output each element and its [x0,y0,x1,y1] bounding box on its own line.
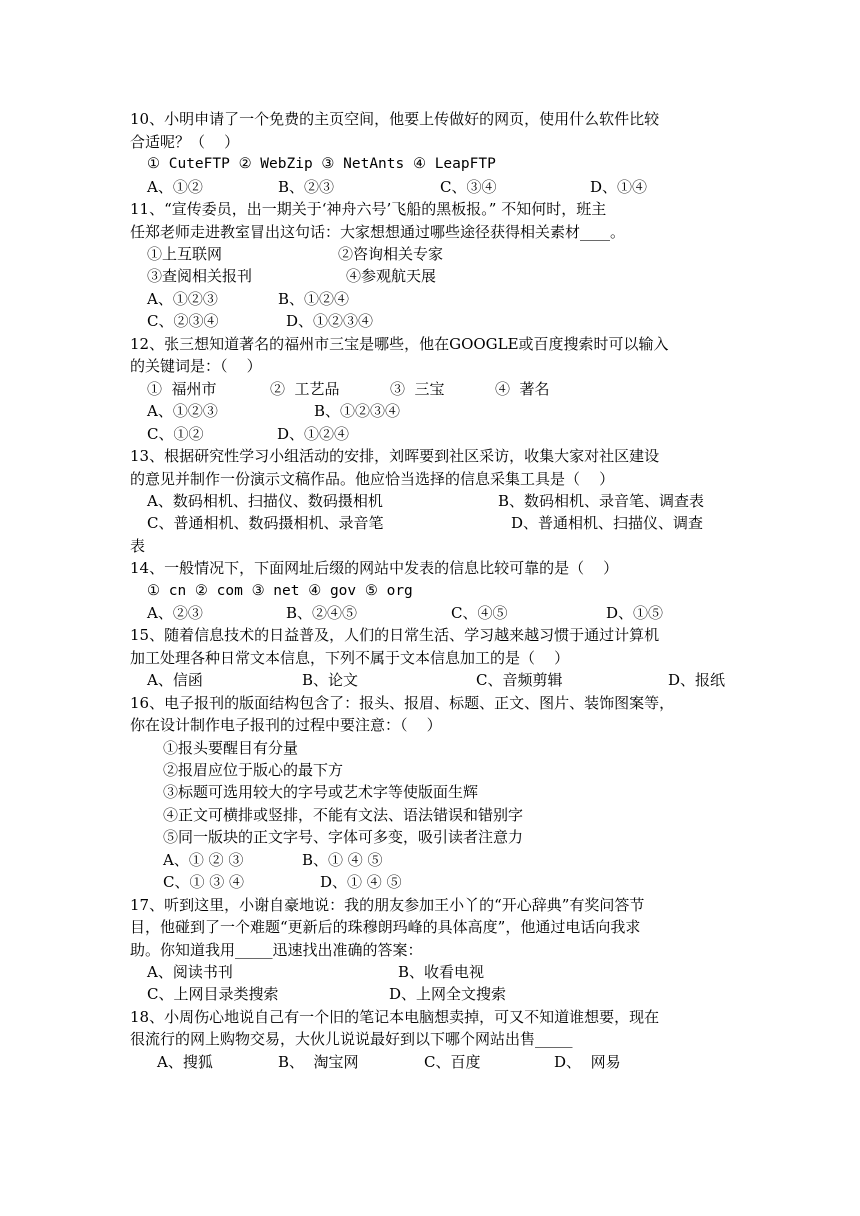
question-16-item-2: ②报眉应位于版心的最下方 [163,761,344,779]
question-15-stem-line-2: 加工处理各种日常文本信息，下列不属于文本信息加工的是（ ） [130,649,570,667]
question-11-option-d: D、①②③④ [286,312,374,330]
question-17-stem-line-2: 目，他碰到了一个难题“更新后的珠穆朗玛峰的具体高度”，他通过电话向我求 [130,918,641,936]
question-14-items: ① cn ② com ③ net ④ gov ⑤ org [147,583,413,599]
question-15-option-d: D、报纸 [668,671,726,689]
question-14-option-b: B、②④⑤ [286,604,358,622]
question-10-option-a: A、①② [147,178,203,196]
question-14-option-c: C、④⑤ [451,604,508,622]
question-15-option-c: C、音频剪辑 [476,671,563,689]
question-12-stem-line-1: 12、张三想知道著名的福州市三宝是哪些，他在GOOGLE或百度搜索时可以输入 [130,335,669,353]
question-16-option-d: D、① ④ ⑤ [320,873,402,891]
question-11-item-3: ③查阅相关报刊 [147,267,253,285]
question-11-item-4: ④参观航天展 [346,267,437,285]
question-17-stem-line-3: 助。你知道我用_____迅速找出准确的答案： [130,941,423,959]
question-17-option-d: D、上网全文搜索 [389,985,507,1003]
question-12-option-a: A、①②③ [147,402,218,420]
question-16-item-3: ③标题可选用较大的字号或艺术字等使版面生辉 [163,783,479,801]
question-12-stem-line-2: 的关键词是：（ ） [130,357,262,375]
question-10-option-b: B、②③ [278,178,335,196]
question-16-option-b: B、① ④ ⑤ [302,851,383,869]
question-13-option-d-wrap: 表 [130,537,146,555]
question-12-option-d: D、①②④ [277,425,350,443]
question-18-stem-line-2: 很流行的网上购物交易，大伙儿说说最好到以下哪个网站出售_____ [130,1030,573,1048]
question-18-option-a: A、搜狐 [157,1053,213,1071]
question-13-option-d: D、普通相机、扫描仪、调查 [511,514,704,532]
question-13-stem-line-2: 的意见并制作一份演示文稿作品。他应恰当选择的信息采集工具是（ ） [130,470,615,488]
question-11-stem-line-1: 11、“宣传委员，出一期关于‘神舟六号’飞船的黑板报。” 不知何时，班主 [130,200,607,218]
question-11-option-c: C、②③④ [147,312,219,330]
question-17-stem-line-1: 17、听到这里，小谢自豪地说：我的朋友参加王小丫的“开心辞典”有奖问答节 [130,896,645,914]
question-11-option-a: A、①②③ [147,290,218,308]
question-16-item-5: ⑤同一版块的正文字号、字体可多变，吸引读者注意力 [163,828,524,846]
question-17-option-c: C、上网目录类搜索 [147,985,279,1003]
question-18-option-d: D、 网易 [554,1053,621,1071]
question-15-option-a: A、信函 [147,671,203,689]
question-11-stem-line-2: 任郑老师走进教室冒出这句话：大家想想通过哪些途径获得相关素材____。 [130,223,626,241]
question-11-option-b: B、①②④ [278,290,350,308]
question-15-stem-line-1: 15、随着信息技术的日益普及，人们的日常生活、学习越来越习惯于通过计算机 [130,626,660,644]
question-13-option-b: B、数码相机、录音笔、调查表 [498,492,705,510]
question-14-stem-line-1: 14、一般情况下，下面网址后缀的网站中发表的信息比较可靠的是（ ） [130,559,619,577]
question-12-item-3: ③ 三宝 [390,380,445,398]
question-14-option-a: A、②③ [147,604,203,622]
question-12-option-b: B、①②③④ [314,402,401,420]
question-11-item-2: ②咨询相关专家 [338,245,444,263]
question-16-item-1: ①报头要醒目有分量 [163,739,299,757]
question-16-item-4: ④正文可横排或竖排，不能有文法、语法错误和错别字 [163,806,524,824]
question-13-stem-line-1: 13、根据研究性学习小组活动的安排，刘晖要到社区采访，收集大家对社区建设 [130,447,660,465]
question-17-option-a: A、阅读书刊 [147,963,233,981]
question-10-stem-line-1: 10、小明申请了一个免费的主页空间，他要上传做好的网页，使用什么软件比较 [130,110,660,128]
question-14-option-d: D、①⑤ [606,604,664,622]
question-12-item-4: ④ 著名 [495,380,550,398]
question-13-option-a: A、数码相机、扫描仪、数码摄相机 [147,492,383,510]
question-16-stem-line-1: 16、电子报刊的版面结构包含了：报头、报眉、标题、正文、图片、装饰图案等， [130,694,675,712]
question-16-option-c: C、① ③ ④ [163,873,245,891]
question-18-option-c: C、百度 [424,1053,481,1071]
question-12-option-c: C、①② [147,425,204,443]
question-16-stem-line-2: 你在设计制作电子报刊的过程中要注意：（ ） [130,716,442,734]
question-13-option-c: C、普通相机、数码摄相机、录音笔 [147,514,384,532]
question-11-item-1: ①上互联网 [147,245,223,263]
question-10-option-d: D、①④ [590,178,648,196]
question-18-option-b: B、 淘宝网 [278,1053,359,1071]
question-15-option-b: B、论文 [302,671,359,689]
question-17-option-b: B、收看电视 [398,963,485,981]
question-10-option-c: C、③④ [440,178,497,196]
question-16-option-a: A、① ② ③ [163,851,244,869]
question-12-item-1: ① 福州市 [147,380,217,398]
question-12-item-2: ② 工艺品 [270,380,340,398]
question-10-items: ① CuteFTP ② WebZip ③ NetAnts ④ LeapFTP [147,156,496,172]
question-10-stem-line-2: 合适呢？（ ） [130,133,240,151]
question-18-stem-line-1: 18、小周伤心地说自己有一个旧的笔记本电脑想卖掉，可又不知道谁想要，现在 [130,1008,660,1026]
